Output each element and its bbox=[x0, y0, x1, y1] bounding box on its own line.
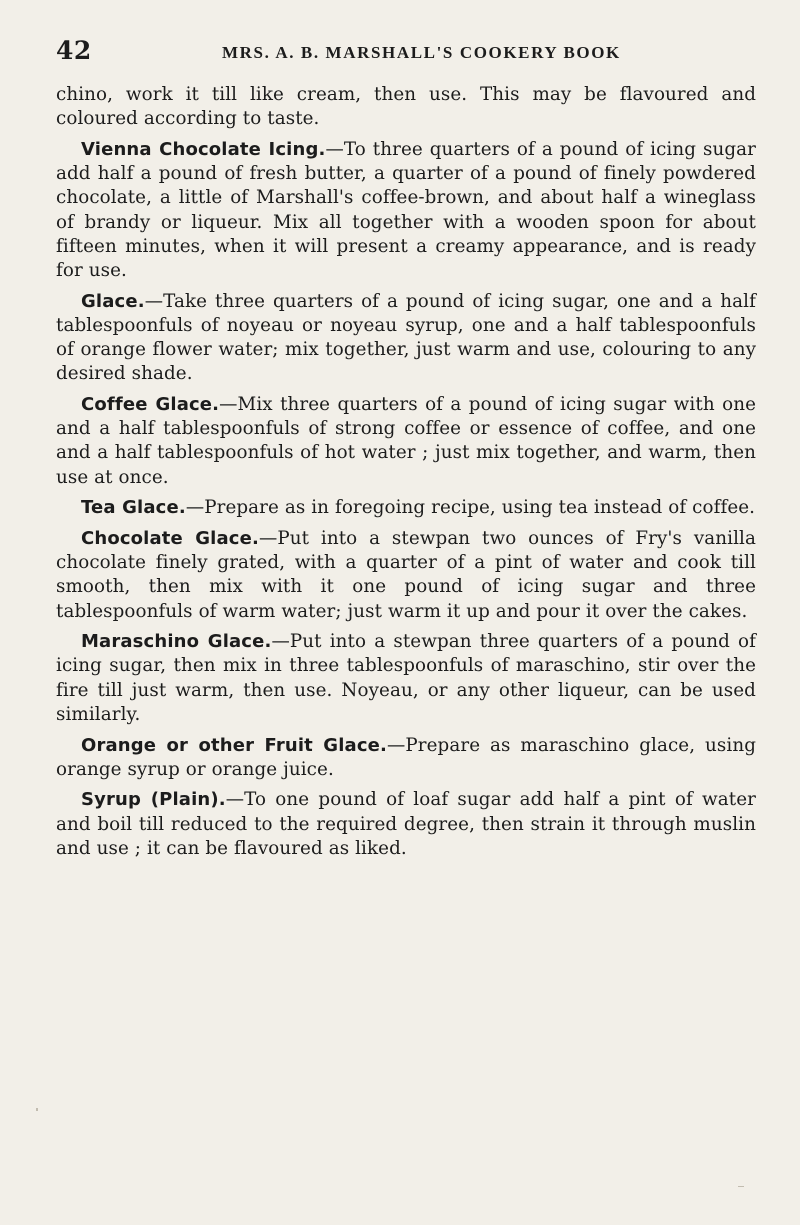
paragraph-continuation bbox=[56, 83, 756, 131]
recipe-text: —To one pound of loaf sugar add half a pint of water and boil till reduced to the required degree, then strain it through muslin and use ; it can be flavoured as liked. bbox=[56, 789, 756, 859]
paragraph-text: chino, work it till like cream, then use. This may be flavoured and coloured according to taste. bbox=[56, 84, 756, 130]
recipe-chocolate-glace bbox=[56, 527, 756, 624]
recipe-syrup-plain bbox=[56, 788, 756, 861]
recipe-heading: Glace. bbox=[81, 290, 145, 312]
recipe-heading: Maraschino Glace. bbox=[81, 631, 272, 653]
body-text bbox=[56, 83, 756, 868]
recipe-heading: Vienna Chocolate Icing. bbox=[81, 138, 326, 160]
recipe-orange-fruit-glace bbox=[56, 734, 756, 782]
recipe-heading: Coffee Glace. bbox=[81, 393, 220, 415]
recipe-text: —Prepare as in foregoing recipe, using tea instead of coffee. bbox=[185, 497, 756, 519]
recipe-heading: Syrup (Plain). bbox=[81, 789, 226, 811]
recipe-heading: Orange or other Fruit Glace. bbox=[81, 734, 388, 756]
recipe-glace bbox=[56, 290, 756, 387]
recipe-heading: Tea Glace. bbox=[81, 497, 186, 519]
recipe-text: —Prepare as maraschino glace, using orange syrup or orange juice. bbox=[56, 734, 757, 780]
recipe-text: —To three quarters of a pound of icing sugar add half a pound of fresh butter, a quarter of a pound of finely powdered chocolate, a little of Marshall's coffee-brown, and about half a wineglass of brandy or liqueur. Mix all together with a wooden spoon for about fifteen minutes, when it will present a creamy appearance, and is ready for use. bbox=[56, 138, 757, 281]
paper-speck bbox=[36, 1108, 38, 1111]
running-title: MRS. A. B. MARSHALL'S COOKERY BOOK bbox=[222, 43, 621, 62]
recipe-vienna-chocolate-icing bbox=[56, 138, 756, 283]
recipe-maraschino-glace bbox=[56, 630, 756, 727]
recipe-tea-glace bbox=[56, 496, 756, 520]
paper-speck bbox=[738, 1186, 744, 1187]
page-number: 42 bbox=[56, 36, 92, 65]
recipe-coffee-glace bbox=[56, 393, 756, 490]
recipe-heading: Chocolate Glace. bbox=[81, 527, 259, 549]
recipe-text: —Mix three quarters of a pound of icing sugar with one and a half tablespoonfuls of strong coffee or essence of coffee, and one and a half tablespoonfuls of hot water ; just mix together, and warm, then use at once. bbox=[56, 393, 756, 488]
recipe-text: —Put into a stewpan two ounces of Fry's vanilla chocolate finely grated, with a quarter of a pint of water and cook till smooth, then mix with it one pound of icing sugar and three tablespoonfuls of warm water; just warm it up and pour it over the cakes. bbox=[56, 527, 756, 622]
running-header bbox=[56, 36, 756, 66]
recipe-text: —Put into a stewpan three quarters of a pound of icing sugar, then mix in three tablespoonfuls of maraschino, stir over the fire till just warm, then use. Noyeau, or any other liqueur, can be used similarly. bbox=[56, 631, 756, 725]
recipe-text: —Take three quarters of a pound of icing sugar, one and a half tablespoonfuls of noyeau or noyeau syrup, one and a half tablespoonfuls of orange flower water; mix together, just warm and use, colouring to any desired shade. bbox=[56, 290, 756, 385]
